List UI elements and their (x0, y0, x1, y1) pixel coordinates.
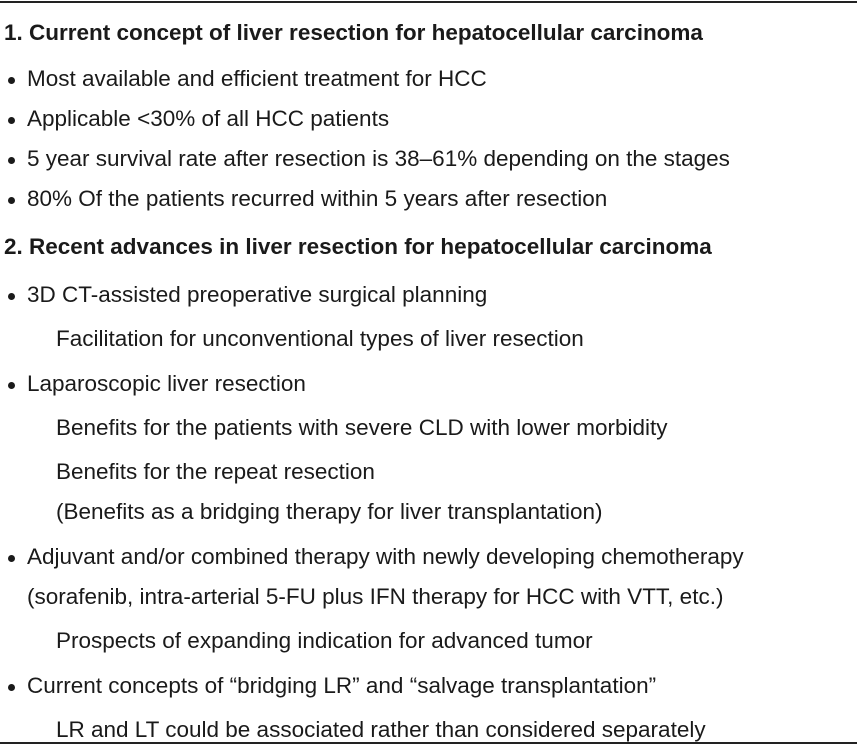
list-item-text: 3D CT-assisted preoperative surgical planning (27, 282, 488, 307)
section-2-heading: 2. Recent advances in liver resection for hepatocellular carcinoma (4, 234, 712, 259)
list-item-text: 80% Of the patients recurred within 5 years after resection (27, 186, 608, 211)
bullet-icon (8, 157, 15, 164)
bullet-icon (8, 293, 15, 300)
list-item-text: Laparoscopic liver resection (27, 371, 306, 396)
list-item-text: Applicable <30% of all HCC patients (27, 106, 390, 131)
list-item-text: Current concepts of “bridging LR” and “salvage transplantation” (27, 673, 657, 698)
bullet-icon (8, 197, 15, 204)
bullet-icon (8, 382, 15, 389)
sub-item: Benefits for the repeat resection (56, 459, 375, 484)
sub-item: LR and LT could be associated rather than considered separately (56, 717, 706, 742)
bullet-icon (8, 77, 15, 84)
list-item-continuation: (sorafenib, intra-arterial 5-FU plus IFN therapy for HCC with VTT, etc.) (27, 584, 724, 609)
top-rule (0, 1, 857, 3)
sub-item: Prospects of expanding indication for advanced tumor (56, 628, 593, 653)
sub-item: Benefits for the patients with severe CLD with lower morbidity (56, 415, 668, 440)
sub-item: Facilitation for unconventional types of liver resection (56, 326, 584, 351)
section-1-heading: 1. Current concept of liver resection for hepatocellular carcinoma (4, 20, 703, 45)
bullet-icon (8, 684, 15, 691)
bullet-icon (8, 555, 15, 562)
sub-item: (Benefits as a bridging therapy for liver transplantation) (56, 499, 603, 524)
bullet-icon (8, 117, 15, 124)
list-item-text: Most available and efficient treatment for HCC (27, 66, 487, 91)
list-item-text: 5 year survival rate after resection is 38–61% depending on the stages (27, 146, 730, 171)
list-item-text: Adjuvant and/or combined therapy with newly developing chemotherapy (27, 544, 744, 569)
